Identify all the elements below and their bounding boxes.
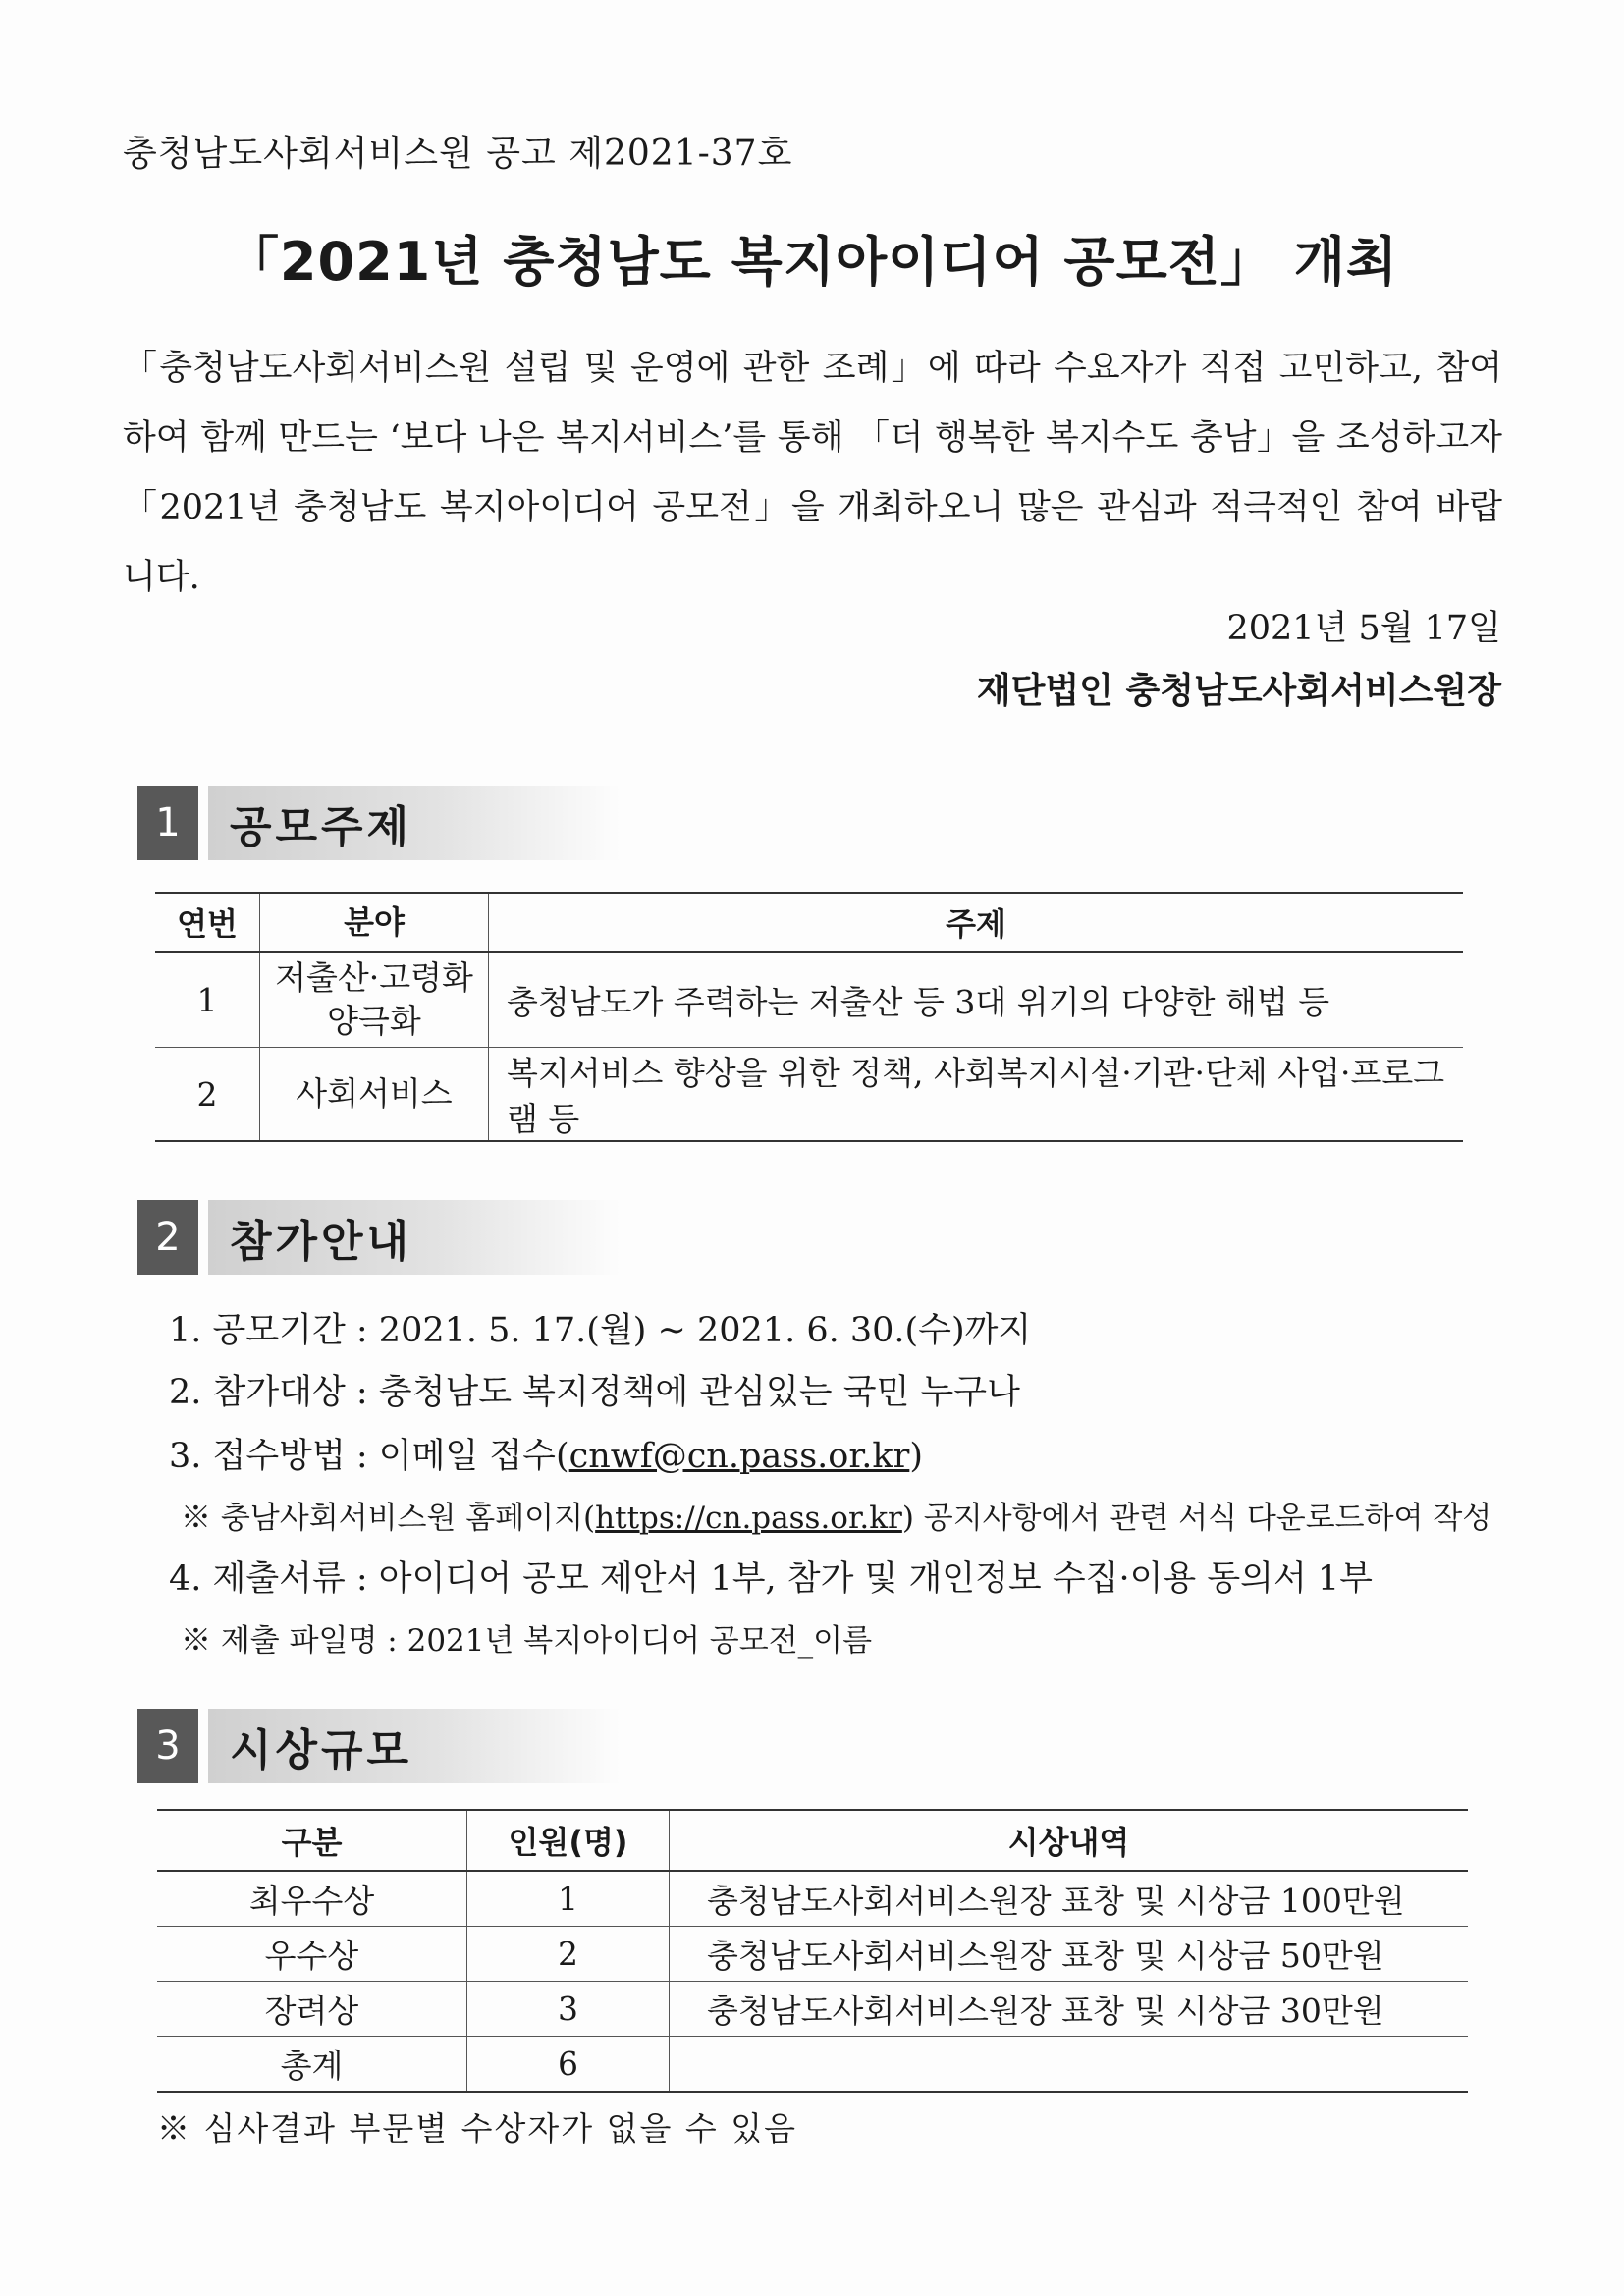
section-1-header	[137, 786, 589, 860]
cell-topic: 충청남도가 주력하는 저출산 등 3대 위기의 다양한 해법 등	[489, 952, 1464, 1048]
cell-category: 총계	[157, 2037, 467, 2093]
guide-item-documents: 4. 제출서류 : 아이디어 공모 제안서 1부, 참가 및 개인정보 수집·이용 동의서 1부	[169, 1559, 1373, 1599]
cell-field: 사회서비스	[260, 1048, 489, 1142]
section-title: 참가안내	[208, 1200, 621, 1275]
guide-note-homepage	[181, 1493, 1491, 1537]
cell-field-line: 양극화	[327, 1002, 421, 1040]
cell-count: 3	[467, 1982, 670, 2037]
email-link[interactable]: cnwf@cn.pass.or.kr	[568, 1437, 910, 1476]
section-3-header	[137, 1709, 589, 1783]
notice-date: 2021년 5월 17일	[1226, 609, 1501, 648]
cell-no: 1	[155, 952, 260, 1048]
section-number: 3	[137, 1709, 198, 1783]
cell-no: 2	[155, 1048, 260, 1142]
cell-field	[260, 952, 489, 1048]
column-header: 주제	[489, 893, 1464, 952]
guide-item-period: 1. 공모기간 : 2021. 5. 17.(월) ~ 2021. 6. 30.(수)까지	[169, 1311, 1032, 1350]
cell-category: 우수상	[157, 1927, 467, 1982]
award-footnote: ※ 심사결과 부문별 수상자가 없을 수 있음	[157, 2109, 797, 2148]
table-row-total	[157, 2037, 1468, 2093]
guide-method-label: 3. 접수방법 : 이메일 접수(	[169, 1437, 569, 1476]
guide-method-close: )	[909, 1437, 923, 1476]
cell-count: 1	[467, 1871, 670, 1927]
section-title: 공모주제	[208, 786, 621, 860]
award-table	[157, 1809, 1468, 2093]
table-row	[155, 952, 1463, 1048]
note-label: ※ 충남사회서비스원 홈페이지(	[181, 1501, 596, 1536]
table-row	[157, 1871, 1468, 1927]
notice-number: 충청남도사회서비스원 공고 제2021-37호	[123, 134, 793, 174]
guide-item-eligibility: 2. 참가대상 : 충청남도 복지정책에 관심있는 국민 누구나	[169, 1373, 1020, 1412]
cell-category: 장려상	[157, 1982, 467, 2037]
table-row	[157, 1927, 1468, 1982]
guide-item-method	[169, 1429, 923, 1478]
table-row	[155, 1048, 1463, 1142]
section-2-header	[137, 1200, 589, 1275]
section-title: 시상규모	[208, 1709, 621, 1783]
table-row	[157, 1982, 1468, 2037]
column-header: 연번	[155, 893, 260, 952]
column-header: 시상내역	[670, 1810, 1469, 1871]
guide-note-filename: ※ 제출 파일명 : 2021년 복지아이디어 공모전_이름	[181, 1623, 873, 1659]
cell-category: 최우수상	[157, 1871, 467, 1927]
table-header-row	[155, 893, 1463, 952]
cell-field-line: 저출산·고령화	[275, 958, 473, 997]
cell-count: 2	[467, 1927, 670, 1982]
column-header: 인원(명)	[467, 1810, 670, 1871]
intro-paragraph: 「충청남도사회서비스원 설립 및 운영에 관한 조례」에 따라 수요자가 직접 고민하고, 참여하여 함께 만드는 ‘보다 나은 복지서비스’를 통해 「더 행복한 복지수도 충남」을 조성하고자 「2021년 충청남도 복지아이디어 공모전」을 개최하오니 많은 관심과 적극적인 참여 바랍니다.	[123, 349, 1502, 597]
section-number: 2	[137, 1200, 198, 1275]
homepage-link[interactable]: https://cn.pass.or.kr	[595, 1501, 902, 1536]
cell-detail: 충청남도사회서비스원장 표창 및 시상금 100만원	[670, 1871, 1469, 1927]
issuer-name: 재단법인 충청남도사회서비스원장	[976, 671, 1501, 711]
table-header-row	[157, 1810, 1468, 1871]
cell-detail: 충청남도사회서비스원장 표창 및 시상금 30만원	[670, 1982, 1469, 2037]
column-header: 분야	[260, 893, 489, 952]
topic-table	[155, 892, 1463, 1142]
section-number: 1	[137, 786, 198, 860]
cell-detail	[670, 2037, 1469, 2093]
cell-detail: 충청남도사회서비스원장 표창 및 시상금 50만원	[670, 1927, 1469, 1982]
cell-topic: 복지서비스 향상을 위한 정책, 사회복지시설·기관·단체 사업·프로그램 등	[489, 1048, 1464, 1142]
page-title: 「2021년 충청남도 복지아이디어 공모전」 개최	[225, 231, 1399, 293]
note-rest: ) 공지사항에서 관련 서식 다운로드하여 작성	[901, 1501, 1492, 1536]
cell-count: 6	[467, 2037, 670, 2093]
column-header: 구분	[157, 1810, 467, 1871]
